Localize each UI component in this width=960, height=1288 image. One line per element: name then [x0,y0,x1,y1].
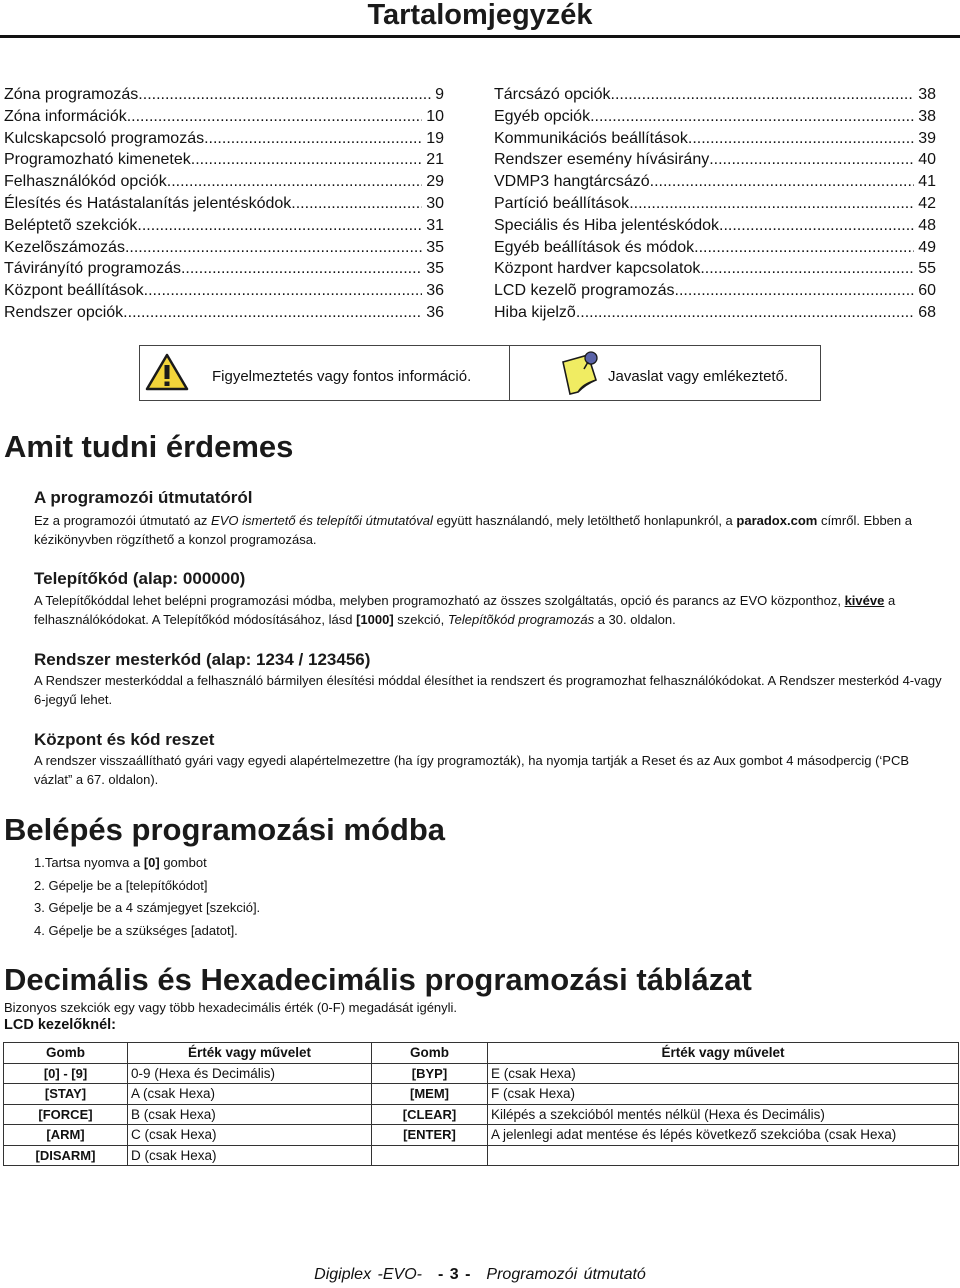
toc-left-column [4,84,444,324]
toc-entry[interactable] [494,302,936,324]
value-cell: C (csak Hexa) [128,1125,372,1146]
toc-entry-label: Programozható kimenetek [4,151,191,169]
toc-entry-page: 39 [918,129,936,147]
guide-text-1: Ez a programozói útmutató az [34,513,212,528]
toc-entry-page: 10 [426,107,444,125]
installer-text-3: a felhasználókódokat. A Telepítőkód módosításához, lásd [34,593,896,627]
toc-entry-page: 36 [426,282,444,300]
toc-entry-label: Felhasználókód opciók [4,173,167,191]
footer-page-number: - 3 - [437,1266,471,1283]
value-cell: 0-9 (Hexa és Decimális) [128,1063,372,1084]
key-cell: [BYP] [372,1063,488,1084]
sticky-note-icon [558,350,604,396]
legend-tip-text: Javaslat vagy emlékeztető. [608,368,789,385]
toc-entry[interactable] [4,84,444,106]
toc-leader-dots [650,171,915,193]
toc-entry-page: 35 [426,238,444,256]
icon-legend-box [139,345,821,401]
toc-entry-page: 36 [426,303,444,321]
toc-leader-dots [138,84,431,106]
guide-link[interactable]: paradox.com [736,513,818,528]
key-cell: [MEM] [372,1084,488,1105]
toc-entry[interactable] [4,280,444,302]
toc-entry[interactable] [494,280,936,302]
toc-leader-dots [611,84,915,106]
toc-entry[interactable] [4,193,444,215]
installer-section-ref: [1000] [356,612,394,627]
toc-entry-page: 55 [918,260,936,278]
toc-entry-page: 21 [426,151,444,169]
toc-entry-page: 35 [426,260,444,278]
toc-entry[interactable] [4,106,444,128]
toc-leader-dots [694,237,914,259]
toc-entry-page: 9 [435,86,444,103]
toc-entry-label: Élesítés és Hatástalanítás jelentéskódok [4,194,292,212]
value-cell: F (csak Hexa) [488,1084,959,1105]
step-1-c: gombot [159,855,207,870]
toc-entry-label: Távirányító programozás [4,260,181,278]
installer-text-except: kivéve [844,593,885,608]
toc-leader-dots [700,258,914,280]
toc-entry-page: 29 [426,173,444,191]
toc-entry-label: Kezelõszámozás [4,238,125,256]
toc-entry-page: 31 [426,216,444,234]
toc-entry-page: 68 [918,303,936,321]
warning-exclamation-dot [165,382,170,387]
toc-entry[interactable] [4,237,444,259]
toc-entry-page: 42 [918,194,936,212]
toc-leader-dots [629,193,914,215]
toc-entry-label: LCD kezelõ programozás [494,282,675,300]
installer-text-1: A Telepítőkóddal lehet belépni programozási módba, melyben programozható az összes szolgáltatás, opció és parancs az EVO központhoz, [34,593,845,608]
value-cell: E (csak Hexa) [488,1063,959,1084]
toc-entry-label: Központ beállítások [4,282,144,300]
toc-entry-page: 48 [918,216,936,234]
guide-text-2: EVO ismertető és telepítői útmutatóval [211,513,433,528]
table-row [4,1104,959,1125]
toc-leader-dots [127,106,422,128]
toc-leader-dots [191,149,422,171]
step-2: 2. Gépelje be a [telepítőkódot] [34,877,208,893]
key-cell: [ARM] [4,1125,128,1146]
toc-entry-label: Rendszer esemény hívásirány [494,151,710,169]
key-cell: [STAY] [4,1084,128,1105]
section-title-enter: Belépés programozási módba [4,812,446,847]
paragraph-hex-intro: Bizonyos szekciók egy vagy több hexadecimális érték (0-F) megadását igényli. [4,1000,458,1015]
heading-guide: A programozói útmutatóról [34,488,253,507]
legend-tip-cell [510,346,820,400]
toc-entry[interactable] [4,258,444,280]
toc-entry-page: 40 [918,151,936,169]
toc-leader-dots [137,215,422,237]
toc-entry-page: 41 [918,173,936,191]
toc-entry-page: 49 [918,238,936,256]
key-cell: [FORCE] [4,1104,128,1125]
toc-leader-dots [204,128,422,150]
toc-entry-label: Rendszer opciók [4,303,124,321]
installer-text-7: a 30. oldalon. [594,612,676,627]
toc-leader-dots [123,302,422,324]
toc-entry-label: Hiba kijelzõ [494,303,576,321]
page-title: Tartalomjegyzék [367,0,593,31]
toc-entry-label: Tárcsázó opciók [494,86,611,103]
toc-entry-label: Beléptetõ szekciók [4,216,138,234]
value-cell: D (csak Hexa) [128,1145,372,1166]
value-cell: Kilépés a szekcióból mentés nélkül (Hexa és Decimális) [488,1104,959,1125]
step-1-a: 1.Tartsa nyomva a [34,855,144,870]
toc-entry-label: Partíció beállítások [494,194,630,212]
toc-entry[interactable] [494,258,936,280]
table-row [4,1063,959,1084]
heading-installer-code: Telepítőkód (alap: 000000) [34,569,246,588]
toc-entry[interactable] [494,149,936,171]
step-1-key: [0] [143,855,160,870]
toc-entry-page: 38 [918,86,936,103]
toc-leader-dots [167,171,422,193]
toc-entry-page: 38 [918,107,936,125]
toc-entry[interactable] [4,128,444,150]
table-header-value-1: Érték vagy művelet [128,1043,372,1064]
toc-entry[interactable] [494,128,936,150]
toc-entry-label: Zóna információk [4,107,127,125]
value-cell: A (csak Hexa) [128,1084,372,1105]
toc-entry-page: 19 [426,129,444,147]
toc-entry-label: Kulcskapcsoló programozás [4,129,205,147]
toc-entry[interactable] [494,106,936,128]
legend-warning-cell [140,346,510,400]
installer-text-6: Telepítõkód programozás [447,612,595,627]
heading-reset: Központ és kód reszet [34,730,215,749]
toc-entry-label: VDMP3 hangtárcsázó [494,173,650,191]
warning-icon [145,352,189,392]
step-1 [34,852,260,875]
section-title-hex: Decimális és Hexadecimális programozási táblázat [4,962,752,997]
table-header-key-2: Gomb [372,1043,488,1064]
toc-entry-label: Egyéb opciók [494,107,591,125]
key-cell: [0] - [9] [4,1063,128,1084]
paragraph-master-code: A Rendszer mesterkóddal a felhasználó bármilyen élesítési móddal élesíthet ia rendszert és programozhat felhasználókódokat. A Rendszer mesterkód 4-vagy 6-jegyű lehet. [34,673,942,707]
toc-entry[interactable] [4,215,444,237]
section-title-about: Amit tudni érdemes [4,429,294,464]
steps-list [34,852,260,942]
key-cell [372,1145,488,1166]
toc-leader-dots [675,280,915,302]
toc-leader-dots [688,128,914,150]
toc-right-column [494,84,936,324]
guide-text-5: címről. Ebben a kézikönyvben rögzíthető a konzol programozása. [34,513,912,547]
heading-master-code: Rendszer mesterkód (alap: 1234 / 123456) [34,650,371,669]
toc-entry-label: Zóna programozás [4,86,139,103]
toc-entry-label: Egyéb beállítások és módok [494,238,695,256]
installer-text-5: szekció, [393,612,448,627]
footer-product: Digiplex -EVO- [314,1266,422,1283]
pin-head [585,352,597,364]
paragraph-reset: A rendszer visszaállítható gyári vagy egyedi alapértelmezettre (ha így programozták), ha nyomja tartják a Reset és az Aux gombot 4 másodpercig (‘PCB vázlat” a 67. oldalon). [34,753,910,787]
toc-entry[interactable] [4,171,444,193]
step-3: 3. Gépelje be a 4 számjegyet [szekció]. [34,900,261,915]
toc-entry[interactable] [494,84,936,106]
paragraph-installer-code [34,591,944,629]
toc-entry-page: 60 [918,282,936,300]
table-row [4,1125,959,1146]
value-cell: A jelenlegi adat mentése és lépés következő szekcióba (csak Hexa) [488,1125,959,1146]
toc-entry-label: Kommunikációs beállítások [494,129,688,147]
toc-entry-label: Speciális és Hiba jelentéskódok [494,216,720,234]
toc-leader-dots [709,149,914,171]
page-footer [0,1266,960,1284]
toc-leader-dots [181,258,422,280]
hex-key-table [3,1042,959,1166]
value-cell [488,1145,959,1166]
toc-entry[interactable] [494,171,936,193]
toc-leader-dots [719,215,914,237]
lcd-label: LCD kezelőknél: [4,1017,116,1033]
table-header-row [4,1043,959,1064]
toc-entry-label: Központ hardver kapcsolatok [494,260,701,278]
toc-leader-dots [291,193,422,215]
paragraph-guide [34,511,944,549]
toc-entry[interactable] [4,149,444,171]
table-row [4,1084,959,1105]
table-header-value-2: Érték vagy művelet [488,1043,959,1064]
key-cell: [CLEAR] [372,1104,488,1125]
toc-leader-dots [125,237,422,259]
legend-warning-text: Figyelmeztetés vagy fontos információ. [212,368,472,385]
key-cell: [DISARM] [4,1145,128,1166]
value-cell: B (csak Hexa) [128,1104,372,1125]
table-header-key-1: Gomb [4,1043,128,1064]
footer-manual-name: Programozói útmutató [486,1266,646,1283]
toc-entry-page: 30 [426,194,444,212]
warning-exclamation-bar [165,365,170,379]
toc-entry[interactable] [494,237,936,259]
guide-text-3: együtt használandó, mely letölthető honlapunkról, a [432,513,737,528]
step-4: 4. Gépelje be a szükséges [adatot]. [34,922,238,938]
toc-entry[interactable] [4,302,444,324]
toc-leader-dots [590,106,914,128]
toc-leader-dots [144,280,423,302]
toc-entry[interactable] [494,215,936,237]
title-rule [0,35,960,38]
table-row [4,1145,959,1166]
toc-entry[interactable] [494,193,936,215]
key-cell: [ENTER] [372,1125,488,1146]
toc-leader-dots [576,302,914,324]
